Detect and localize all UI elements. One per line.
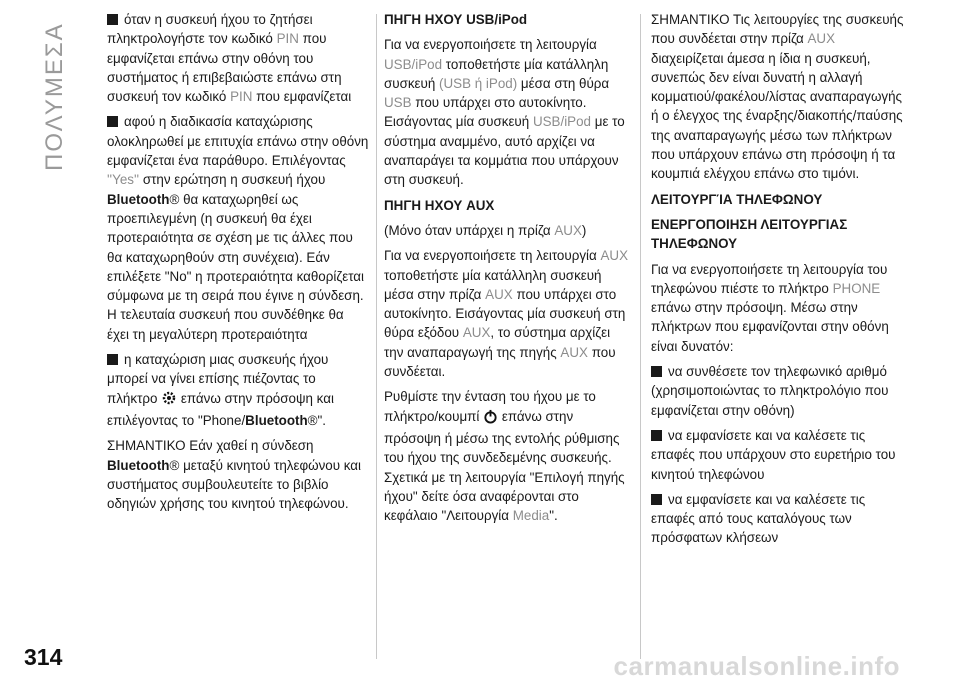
column-3 — [651, 10, 909, 554]
watermark: carmanualsonline.info — [613, 651, 900, 681]
section-heading: ΛΕΙΤΟΥΡΓΊΑ ΤΗΛΕΦΩΝΟΥ — [651, 191, 823, 207]
column-2 — [384, 10, 632, 531]
bullet-paragraph: να εμφανίσετε και να καλέσετε τις επαφές που υπάρχουν στο ευρετήριο του κινητού τηλεφώνου — [651, 427, 896, 482]
paragraph: ΣΗΜΑΝΤΙΚΟ Τις λειτουργίες της συσκευής που συνδέεται στην πρίζα AUX διαχειρίζεται άμεσα η ίδια η συσκευή, συνεπώς δεν είναι δυνατή η αλλαγή κομματιού/φακέλου/λίστας αναπαραγωγής ή ο έλεγχος της έναρξης/διακοπής/παύσης της αναπαραγωγής μέσω των πλήκτρων που υπάρχουν επάνω στη πρόσοψη ή τα κουμπιά ελέγχου επάνω στο τιμόνι. — [651, 12, 904, 182]
section-heading: ΠΗΓΗ ΗΧΟΥ USB/iPod — [384, 12, 528, 27]
settings-gear-icon — [161, 390, 177, 411]
paragraph: Ρυθμίστε την ένταση του ήχου με το πλήκτρο/κουμπί επάνω στην πρόσοψη ή μέσω της εντολής ρύθμισης του ήχου της συνδεδεμένης συσκευής. Σχετικά με τη λειτουργία "Επιλογή πηγής ήχου" δείτε όσα αναφέρονται στο κεφάλαιο "Λειτουργία Media". — [384, 389, 625, 524]
section-heading: ΠΗΓΗ ΗΧΟΥ AUX — [384, 197, 495, 213]
column-divider — [376, 14, 377, 659]
column-1 — [107, 10, 369, 519]
page-number: 314 — [24, 644, 63, 670]
bullet-paragraph: να εμφανίσετε και να καλέσετε τις επαφές από τους καταλόγους των πρόσφατων κλήσεων — [651, 491, 866, 546]
paragraph: Για να ενεργοποιήσετε τη λειτουργία AUX τοποθετήστε μία κατάλληλη συσκευή μέσα στην πρίζα AUX που υπάρχει στο αυτοκίνητο. Εισάγοντας μία συσκευή στη θύρα εξόδου AUX, το σύστημα αρχίζει την αναπαραγωγή της πηγής AUX που συνδέεται. — [384, 248, 629, 380]
section-heading: ΕΝΕΡΓΟΠΟΙΗΣΗ ΛΕΙΤΟΥΡΓΙΑΣ ΤΗΛΕΦΩΝΟΥ — [651, 216, 848, 252]
square-bullet-icon — [651, 366, 662, 377]
paragraph: Για να ενεργοποιήσετε τη λειτουργία του τηλεφώνου πιέστε το πλήκτρο PHONE επάνω στην πρόσοψη. Μέσω στην πλήκτρων που εμφανίζονται στην οθόνη είναι δυνατόν: — [651, 261, 889, 354]
square-bullet-icon — [107, 116, 118, 127]
bullet-paragraph: όταν η συσκευή ήχου το ζητήσει πληκτρολογήστε τον κωδικό PIN που εμφανίζεται επάνω στην οθόνη του συστήματος ή επιβεβαιώστε επάνω στη συσκευή τον κωδικό PIN που εμφανίζεται — [107, 12, 352, 105]
bullet-paragraph: να συνθέσετε τον τηλεφωνικό αριθμό (χρησιμοποιώντας το πληκτρολόγιο που εμφανίζεται στην οθόνη) — [651, 364, 889, 418]
square-bullet-icon — [107, 14, 118, 25]
paragraph: Για να ενεργοποιήσετε τη λειτουργία USB/iPod τοποθετήστε μία κατάλληλη συσκευή (USB ή iPod) μέσα στη θύρα USB που υπάρχει στο αυτοκίνητο. Εισάγοντας μία συσκευή USB/iPod με το σύστημα αναμμένο, αυτό αρχίζει να αναπαράγει τα κομμάτια που υπάρχουν στη συσκευή. — [384, 37, 625, 188]
square-bullet-icon — [651, 494, 662, 505]
square-bullet-icon — [107, 354, 118, 365]
note-paragraph: ΣΗΜΑΝΤΙΚΟ Εάν χαθεί η σύνδεση Bluetooth® μεταξύ κινητού τηλεφώνου και συστήματος συμβουλευτείτε το βιβλίο οδηγιών χρήσης του κινητού τηλεφώνου. — [107, 438, 362, 512]
phone-button-icon — [483, 409, 498, 429]
square-bullet-icon — [651, 430, 662, 441]
column-divider — [640, 14, 641, 659]
paragraph: (Μόνο όταν υπάρχει η πρίζα AUX) — [384, 222, 587, 238]
bullet-paragraph: η καταχώριση μιας συσκευής ήχου μπορεί να γίνει επίσης πιέζοντας το πλήκτρο επάνω στην πρόσοψη και επιλέγοντας το "Phone/Bluetooth®". — [107, 352, 334, 428]
section-title: ΠΟΛΥΜΕΣΑ — [41, 22, 68, 171]
bullet-paragraph: αφού η διαδικασία καταχώρισης ολοκληρωθεί με επιτυχία επάνω στην οθόνη εμφανίζεται ένα παράθυρο. Επιλέγοντας ''Yes'' στην ερώτηση η συσκευή ήχου Bluetooth® θα καταχωρηθεί ως προεπιλεγμένη (η συσκευή θα έχει προτεραιότητα σε σχέση με τις άλλες που θα καταχωρηθούν στη συνέχεια). Εάν επιλέξετε "No" η προτεραιότητα καθορίζεται σύμφωνα με τη σειρά που έγινε η σύνδεση. Η τελευταία συσκευή που συνδέθηκε θα έχει τη μεγαλύτερη προτεραιότητα — [107, 114, 369, 342]
